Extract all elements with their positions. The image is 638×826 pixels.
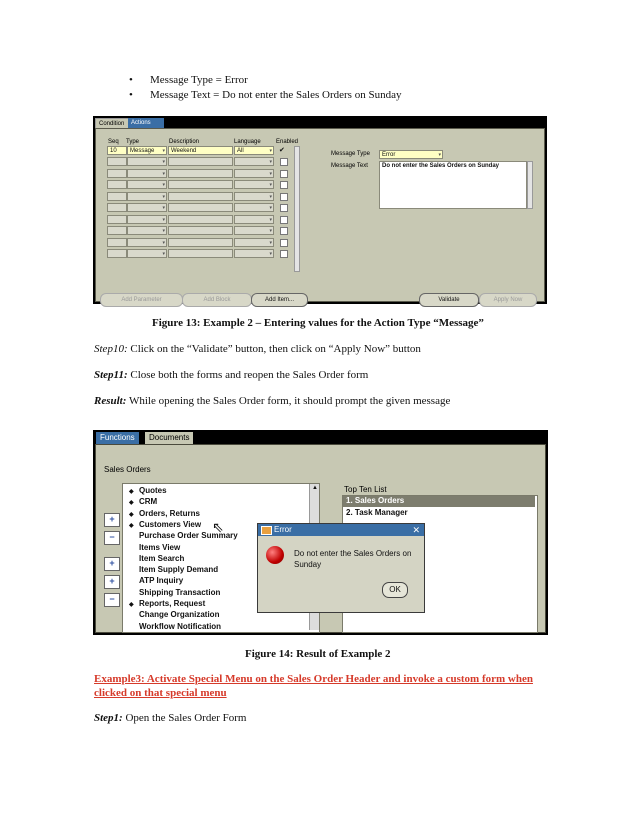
top-ten-item[interactable]: 1. Sales Orders bbox=[343, 496, 535, 507]
description-field[interactable] bbox=[168, 203, 233, 212]
seq-field[interactable] bbox=[107, 157, 127, 166]
dialog-message: Do not enter the Sales Orders on Sunday bbox=[294, 549, 412, 569]
type-field[interactable] bbox=[127, 180, 167, 189]
chevron-down-icon[interactable]: ▾ bbox=[162, 193, 165, 200]
chevron-down-icon[interactable]: ▾ bbox=[269, 159, 272, 165]
validate-button[interactable]: Validate bbox=[419, 293, 479, 307]
message-text-value: Do not enter the Sales Orders on Sunday bbox=[382, 163, 500, 169]
function-item[interactable] bbox=[129, 497, 157, 506]
example3-heading: Example3: Activate Special Menu on the Sales Order Header and invoke a custom form when clicked on that special menu bbox=[94, 673, 533, 699]
description-field[interactable] bbox=[168, 226, 233, 235]
chevron-down-icon[interactable]: ▾ bbox=[269, 239, 272, 246]
scrollbar[interactable] bbox=[527, 161, 533, 209]
function-label: Customers View bbox=[139, 519, 202, 529]
top-ten-item[interactable]: 2. Task Manager bbox=[346, 508, 408, 517]
chevron-down-icon[interactable]: ▾ bbox=[162, 251, 165, 257]
language-field[interactable] bbox=[234, 157, 274, 166]
enabled-checkbox[interactable] bbox=[280, 250, 288, 258]
language-field[interactable] bbox=[234, 226, 274, 235]
enabled-checkbox[interactable] bbox=[280, 216, 288, 224]
chevron-down-icon[interactable]: ▾ bbox=[269, 228, 272, 234]
header-type: Type bbox=[126, 139, 140, 145]
description-field[interactable] bbox=[168, 180, 233, 189]
close-icon[interactable]: ✕ bbox=[412, 525, 420, 535]
description-field[interactable] bbox=[168, 249, 233, 258]
language-field[interactable] bbox=[234, 249, 274, 258]
chevron-down-icon[interactable]: ▾ bbox=[162, 148, 165, 154]
chevron-down-icon[interactable]: ▾ bbox=[269, 216, 272, 223]
result-label: Result: bbox=[94, 395, 127, 407]
function-item[interactable] bbox=[129, 486, 167, 495]
chevron-down-icon[interactable]: ▾ bbox=[162, 216, 165, 223]
result-text: While opening the Sales Order form, it should prompt the given message bbox=[126, 395, 451, 407]
function-item[interactable] bbox=[129, 610, 219, 619]
mouse-cursor: ⇖ bbox=[212, 519, 224, 535]
error-dialog bbox=[257, 523, 425, 613]
enabled-checkbox[interactable]: ✔ bbox=[279, 147, 285, 154]
type-field[interactable] bbox=[127, 249, 167, 258]
chevron-down-icon[interactable]: ▾ bbox=[269, 182, 272, 188]
function-label: Item Search bbox=[139, 553, 185, 563]
add-block-button[interactable]: Add Block bbox=[182, 293, 252, 307]
tab-documents[interactable]: Documents bbox=[145, 432, 193, 444]
language-field[interactable] bbox=[234, 203, 274, 212]
chevron-down-icon[interactable]: ▾ bbox=[269, 251, 272, 257]
chevron-down-icon[interactable]: ▾ bbox=[162, 205, 165, 211]
chevron-down-icon[interactable]: ▾ bbox=[162, 239, 165, 246]
seq-field[interactable] bbox=[107, 238, 127, 247]
seq-field[interactable] bbox=[107, 249, 127, 258]
stop-icon bbox=[266, 546, 284, 564]
type-field[interactable] bbox=[127, 238, 167, 247]
function-label: Item Supply Demand bbox=[139, 565, 219, 575]
function-item[interactable] bbox=[129, 554, 184, 563]
chevron-down-icon[interactable]: ▾ bbox=[162, 228, 165, 234]
dialog-title-bar bbox=[258, 524, 424, 536]
ok-button[interactable]: OK bbox=[382, 582, 408, 598]
type-field[interactable] bbox=[127, 215, 167, 224]
message-type-label: Message Type bbox=[331, 151, 370, 157]
function-label: Purchase Order Summary bbox=[139, 531, 238, 541]
header-description: Description bbox=[169, 139, 200, 145]
function-item[interactable] bbox=[129, 622, 221, 631]
bullet-icon: ◆ bbox=[129, 602, 134, 608]
add-parameter-button[interactable]: Add Parameter bbox=[100, 293, 183, 307]
apply-now-button[interactable]: Apply Now bbox=[479, 293, 537, 307]
type-field[interactable] bbox=[127, 226, 167, 235]
type-field[interactable] bbox=[127, 192, 167, 201]
chevron-down-icon[interactable]: ▾ bbox=[269, 148, 272, 154]
type-field[interactable] bbox=[127, 169, 167, 178]
type-field[interactable] bbox=[127, 146, 167, 155]
step11-text: Close both the forms and reopen the Sales Order form bbox=[127, 369, 369, 381]
tab-actions[interactable]: Actions bbox=[128, 118, 164, 128]
section-title: Sales Orders bbox=[104, 465, 151, 474]
step1-text: Open the Sales Order Form bbox=[122, 712, 247, 724]
seq-field[interactable] bbox=[107, 226, 127, 235]
function-item[interactable] bbox=[129, 565, 218, 574]
add-item-button[interactable]: Add Item... bbox=[251, 293, 308, 307]
enabled-checkbox[interactable] bbox=[280, 181, 288, 189]
function-label: Change Organization bbox=[139, 610, 220, 620]
enabled-checkbox[interactable] bbox=[280, 158, 288, 166]
function-item[interactable] bbox=[129, 520, 201, 529]
seq-field[interactable] bbox=[107, 203, 127, 212]
expand-branch-button[interactable]: + bbox=[104, 557, 120, 571]
step1-label: Step1: bbox=[94, 712, 123, 724]
message-text-field[interactable] bbox=[379, 161, 527, 209]
function-label: Quotes bbox=[139, 486, 167, 495]
language-value: All bbox=[237, 148, 244, 154]
chevron-down-icon[interactable]: ▾ bbox=[162, 182, 165, 188]
step10-text: Click on the “Validate” button, then click on “Apply Now” button bbox=[127, 343, 421, 355]
seq-field[interactable] bbox=[107, 180, 127, 189]
enabled-checkbox[interactable] bbox=[280, 239, 288, 247]
language-field[interactable] bbox=[234, 146, 274, 155]
chevron-down-icon[interactable]: ▾ bbox=[162, 170, 165, 177]
function-label: Orders, Returns bbox=[139, 508, 200, 518]
language-field[interactable] bbox=[234, 215, 274, 224]
function-label: Workflow Notification bbox=[139, 621, 222, 631]
description-field[interactable] bbox=[168, 169, 233, 178]
chevron-down-icon[interactable]: ▾ bbox=[269, 170, 272, 177]
scroll-up-icon[interactable]: ▲ bbox=[312, 485, 318, 491]
description-field[interactable] bbox=[168, 157, 233, 166]
function-label: CRM bbox=[139, 497, 158, 507]
step10-label: Step10: bbox=[94, 343, 128, 355]
function-item[interactable] bbox=[129, 543, 180, 552]
seq-field[interactable] bbox=[107, 169, 127, 178]
function-item[interactable] bbox=[129, 588, 220, 597]
enabled-checkbox[interactable] bbox=[280, 193, 288, 201]
bullet-icon: ◆ bbox=[129, 489, 134, 495]
actions-panel bbox=[95, 128, 545, 302]
message-type-field[interactable] bbox=[379, 150, 443, 159]
expand-button[interactable]: + bbox=[104, 513, 120, 527]
header-enabled: Enabled bbox=[276, 139, 299, 145]
type-field[interactable] bbox=[127, 203, 167, 212]
bullet-item: • Message Type = Error bbox=[129, 74, 248, 86]
collapse-all-button[interactable]: − bbox=[104, 593, 120, 607]
app-icon bbox=[261, 526, 272, 535]
expand-all-button[interactable]: + bbox=[104, 575, 120, 589]
language-field[interactable] bbox=[234, 180, 274, 189]
function-item[interactable] bbox=[129, 599, 205, 608]
header-language: Language bbox=[234, 139, 261, 145]
function-item[interactable] bbox=[129, 509, 200, 518]
step11-paragraph bbox=[94, 369, 368, 381]
dialog-title: Error bbox=[274, 525, 292, 534]
header-seq: Seq bbox=[108, 139, 119, 145]
language-field[interactable] bbox=[234, 192, 274, 201]
bullet-item: • Message Text = Do not enter the Sales Orders on Sunday bbox=[129, 89, 402, 101]
seq-field[interactable] bbox=[107, 192, 127, 201]
bullet-text: Message Text = Do not enter the Sales Orders on Sunday bbox=[150, 89, 402, 101]
type-value: Message bbox=[130, 148, 155, 154]
enabled-checkbox[interactable] bbox=[280, 204, 288, 212]
language-field[interactable] bbox=[234, 169, 274, 178]
tab-functions[interactable]: Functions bbox=[96, 432, 139, 444]
function-label: Shipping Transaction bbox=[139, 587, 221, 597]
top-ten-label: Top Ten List bbox=[344, 485, 387, 494]
step11-label: Step11: bbox=[94, 369, 128, 381]
collapse-button[interactable]: − bbox=[104, 531, 120, 545]
seq-field[interactable]: 10 bbox=[107, 146, 127, 155]
figure-13-caption: Figure 13: Example 2 – Entering values for the Action Type “Message” bbox=[152, 317, 484, 329]
bullet-icon: ◆ bbox=[129, 522, 134, 529]
bullet-text: Message Type = Error bbox=[150, 74, 248, 86]
function-label: ATP Inquiry bbox=[139, 576, 184, 586]
bullet-icon: ◆ bbox=[129, 500, 134, 507]
chevron-down-icon[interactable]: ▾ bbox=[162, 159, 165, 165]
step1-paragraph bbox=[94, 712, 246, 724]
type-field[interactable] bbox=[127, 157, 167, 166]
scrollbar[interactable] bbox=[294, 146, 300, 272]
chevron-down-icon[interactable]: ▾ bbox=[269, 205, 272, 211]
figure-13-screenshot bbox=[93, 116, 547, 304]
seq-field[interactable] bbox=[107, 215, 127, 224]
chevron-down-icon[interactable]: ▾ bbox=[269, 193, 272, 200]
description-field[interactable] bbox=[168, 192, 233, 201]
description-field[interactable] bbox=[168, 215, 233, 224]
result-paragraph bbox=[94, 395, 450, 407]
function-item[interactable] bbox=[129, 576, 183, 585]
function-label: Items View bbox=[139, 542, 181, 552]
enabled-checkbox[interactable] bbox=[280, 170, 288, 178]
chevron-down-icon[interactable]: ▾ bbox=[438, 152, 441, 158]
message-text-label: Message Text bbox=[331, 163, 368, 169]
function-label: Reports, Request bbox=[139, 599, 206, 608]
description-field[interactable] bbox=[168, 238, 233, 247]
tab-condition[interactable]: Condition bbox=[95, 118, 135, 129]
bullet-icon: ◆ bbox=[129, 511, 134, 518]
figure-14-caption: Figure 14: Result of Example 2 bbox=[245, 648, 391, 660]
step10-paragraph bbox=[94, 343, 421, 355]
language-field[interactable] bbox=[234, 238, 274, 247]
enabled-checkbox[interactable] bbox=[280, 227, 288, 235]
description-field[interactable]: Weekend bbox=[168, 146, 233, 155]
message-type-value: Error bbox=[382, 152, 396, 158]
